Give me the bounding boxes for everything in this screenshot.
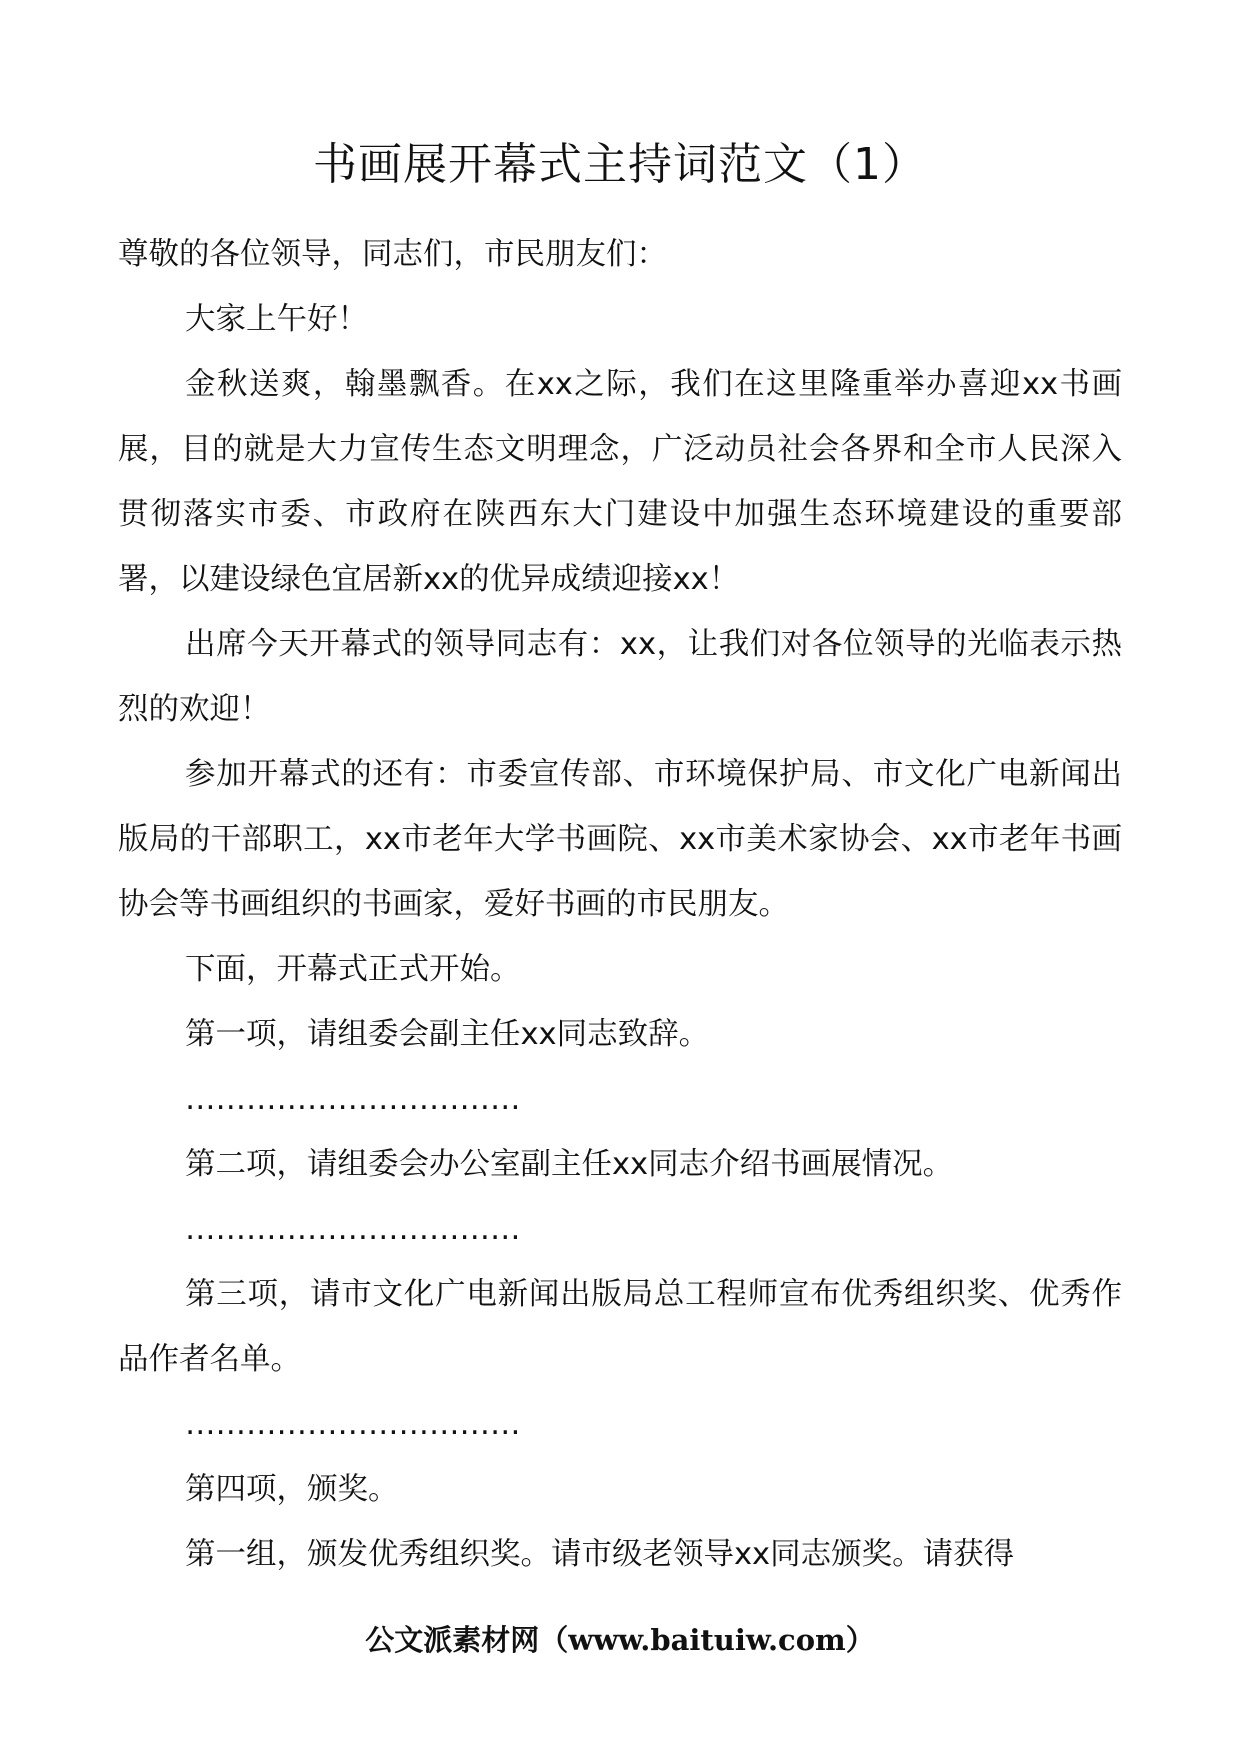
- item-two-paragraph: 第二项，请组委会办公室副主任xx同志介绍书画展情况。: [185, 1147, 954, 1182]
- start-paragraph: 下面，开幕式正式开始。: [185, 952, 521, 987]
- item-three-paragraph: 第三项，请市文化广电新闻出版局总工程师宣布优秀组织奖、优秀作品作者名单。: [118, 1277, 1122, 1377]
- item-one-paragraph: 第一项，请组委会副主任xx同志致辞。: [185, 1017, 710, 1052]
- attending-leaders-paragraph: 出席今天开幕式的领导同志有：xx，让我们对各位领导的光临表示热烈的欢迎！: [118, 627, 1122, 727]
- ellipsis-line: ……………………………: [185, 1082, 521, 1117]
- greeting-paragraph: 大家上午好！: [185, 302, 368, 337]
- ellipsis-line: ……………………………: [185, 1407, 521, 1442]
- document-body: [118, 222, 1122, 1587]
- item-four-paragraph: 第四项，颁奖。: [185, 1472, 399, 1507]
- footer-watermark: 公文派素材网（www.baituiw.com）: [365, 1623, 875, 1657]
- group-one-paragraph: 第一组，颁发优秀组织奖。请市级老领导xx同志颁奖。请获得: [185, 1537, 1015, 1572]
- document-title: 书画展开幕式主持词范文（1）: [313, 139, 927, 190]
- opening-paragraph: 金秋送爽，翰墨飘香。在xx之际，我们在这里隆重举办喜迎xx书画展，目的就是大力宣传生态文明理念，广泛动员社会各界和全市人民深入贯彻落实市委、市政府在陕西东大门建设中加强生态环境建设的重要部署，以建设绿色宜居新xx的优异成绩迎接xx！: [118, 367, 1122, 597]
- ellipsis-line: ……………………………: [185, 1212, 521, 1247]
- salutation-paragraph: 尊敬的各位领导，同志们，市民朋友们：: [118, 237, 667, 272]
- participants-paragraph: 参加开幕式的还有：市委宣传部、市环境保护局、市文化广电新闻出版局的干部职工，xx市老年大学书画院、xx市美术家协会、xx市老年书画协会等书画组织的书画家，爱好书画的市民朋友。: [118, 757, 1122, 922]
